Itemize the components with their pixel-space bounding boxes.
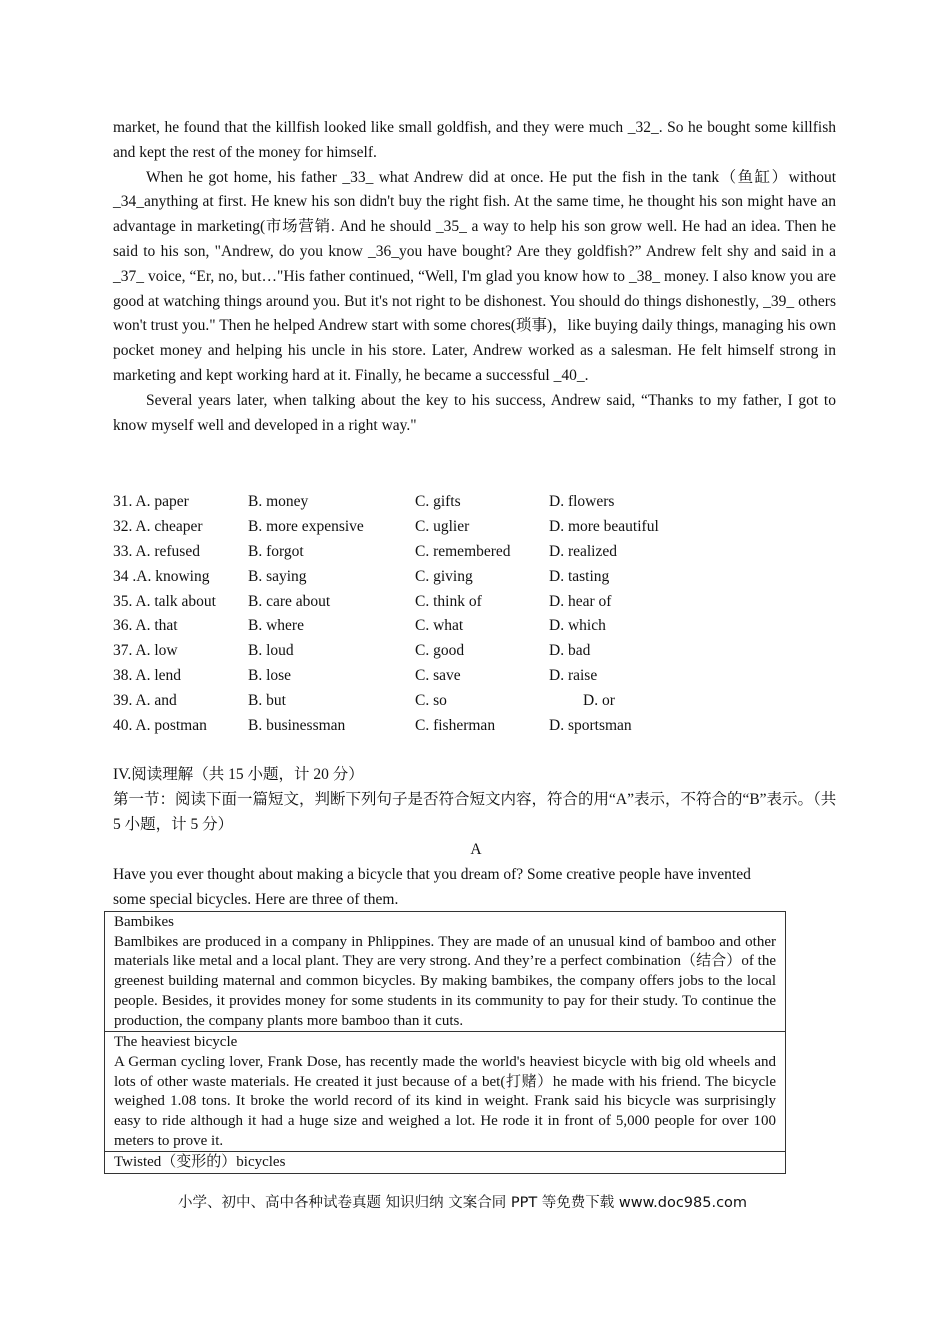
question-38-options [113,664,836,689]
question-32-options [113,515,836,540]
option-d: D. bad [549,642,591,660]
option-a: 36. A. that [113,617,178,635]
option-c: C. remembered [415,542,511,560]
passage-paragraph-3: Several years later, when talking about the key to his success, Andrew said, “Thanks to my father, I got to know myself well and developed in a right way." [113,391,836,434]
option-d: D. flowers [549,493,615,510]
option-a: 38. A. lend [113,667,182,685]
passage-intro: Have you ever thought about making a bicycle that you dream of? Some creative people have invented some special bicycles. Here are three of them. [113,865,751,908]
option-b: B. saying [248,567,307,585]
option-a: 32. A. cheaper [113,517,203,535]
passage-paragraph-2: When he got home, his father _33_ what Andrew did at once. He put the fish in the tank（鱼缸）without _34_anything at first. He knew his son didn't buy the right fish. At the same time, he thought his son might have an advantage in marketing(市场营销. And he should _35_ a way to help his son grow well. He had an idea. Then he said to his son, "Andrew, do you know _36_you have bought? Are they goldfish?” Andrew felt shy and said in a _37_ voice, “Er, no, but…"His father continued, “Well, I'm glad you know how to _38_ money. I also know you are good at watching things around you. But it's not right to be dishonest. You should do things dishonestly, _39_ others won't trust you." Then he helped Andrew start with some chores(琐事)，like buying daily things, managing his own pocket money and helping his uncle in his store. Later, Andrew worked as a salesman. He felt himself strong in marketing and kept working hard at it. Finally, he became a successful _40_. [113,168,836,384]
box-body: A German cycling lover, Frank Dose, has recently made the world's heaviest bicycle with big old wheels and lots of other waste materials. He created it just because of a bet(打赌）he made with his friend. The bicycle weighed 1.08 tons. It broke the world record of its kind in weight. Frank said his bicycle was surprisingly easy to ride although it had a huge size and weighed a lot. He rode it in front of 5,000 people for over 100 meters to prove it. [114,1053,776,1149]
option-c: C. gifts [415,493,461,510]
question-33-options [113,540,836,565]
option-d: D. hear of [549,592,612,610]
question-39-options [113,689,836,714]
bambikes-box [105,912,785,1031]
option-d: D. raise [549,667,598,685]
option-c: C. what [415,617,464,635]
option-d: D. sportsman [549,717,632,735]
section-instruction: 第一节：阅读下面一篇短文，判断下列句子是否符合短文内容，符合的用“A”表示，不符合的“B”表示。（共 5 小题，计 5 分） [113,790,837,833]
option-b: B. money [248,493,309,510]
heaviest-bicycle-box [105,1031,785,1151]
question-37-options [113,639,836,664]
option-d: D. tasting [549,567,610,585]
option-b: B. where [248,617,304,635]
option-b: B. but [248,692,286,710]
option-c: C. giving [415,567,473,585]
option-b: B. loud [248,642,294,660]
question-35-options [113,590,836,615]
option-c: C. uglier [415,517,470,535]
question-34-options [113,565,836,590]
question-36-options [113,614,836,639]
option-a: 39. A. and [113,692,177,710]
option-a: 33. A. refused [113,542,200,560]
option-b: B. businessman [248,717,346,735]
box-body: Bamlbikes are produced in a company in Phlippines. They are made of an unusual kind of bamboo and other materials like metal and a local plant. They are very strong. And they’re a perfect combination（结合）of the greenest building maternal and common bicycles. By making bambikes, the company offers jobs to the local people. Besides, it provides money for some students in its community to pay for their study. To continue the production, the company plants more bamboo than it cuts. [114,933,776,1029]
cloze-passage [113,116,836,438]
twisted-bicycles-box [105,1151,785,1173]
option-b: B. forgot [248,542,304,560]
bicycle-table [104,911,786,1174]
option-a: 34 .A. knowing [113,567,210,585]
option-a: 40. A. postman [113,717,207,735]
reading-section [113,763,839,912]
question-40-options [113,714,836,739]
answer-options [113,490,836,739]
passage-label: A [470,840,482,858]
option-c: C. good [415,642,465,660]
option-d: D. more beautiful [549,517,659,535]
option-d: D. or [583,692,615,710]
option-b: B. care about [248,592,331,610]
question-31-options [113,490,836,515]
option-b: B. more expensive [248,517,364,535]
passage-paragraph-1: market, he found that the killfish looked like small goldfish, and they were much _32_. So he bought some killfish and kept the rest of the money for himself. [113,119,836,161]
option-c: C. fisherman [415,717,496,735]
box-title: The heaviest bicycle [114,1034,238,1051]
section-heading: IV.阅读理解（共 15 小题，计 20 分） [113,766,364,783]
option-c: C. save [415,667,461,685]
option-a: 37. A. low [113,642,178,660]
option-c: C. so [415,692,447,710]
option-a: 35. A. talk about [113,592,216,610]
box-title: Bambikes [114,914,174,930]
box-title: Twisted（变形的）bicycles [114,1154,286,1171]
option-d: D. realized [549,542,617,560]
page-footer: 小学、初中、高中各种试卷真题 知识归纳 文案合同 PPT 等免费下载 www.doc985.com [178,1195,748,1211]
option-a: 31. A. paper [113,493,189,510]
option-b: B. lose [248,667,292,685]
option-c: C. think of [415,592,482,610]
option-d: D. which [549,617,606,635]
